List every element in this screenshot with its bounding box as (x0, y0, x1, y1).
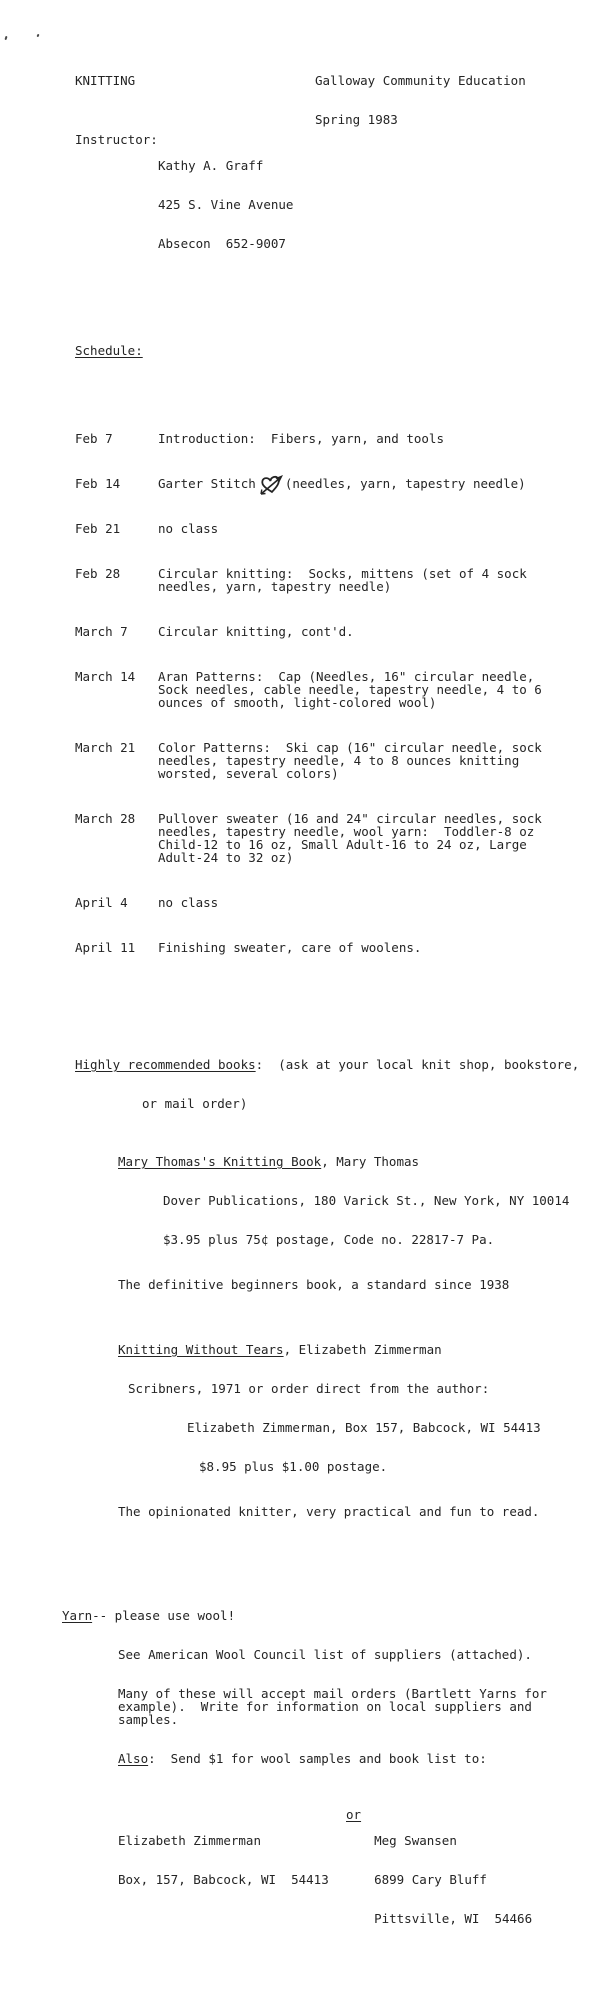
book2-note: The opinionated knitter, very practical and fun to read. (118, 1504, 540, 1519)
yarn-paragraph: Many of these will accept mail orders (Bartlett Yarns for example). Write for information on local suppliers and samples. (118, 1686, 555, 1727)
book1-author: , Mary Thomas (321, 1154, 420, 1169)
schedule-date: March 28 (75, 811, 136, 826)
addresses-block (118, 1808, 611, 1951)
schedule-row (75, 477, 611, 490)
book-title-line (118, 1155, 611, 1168)
schedule-row (75, 567, 611, 593)
book1-note: The definitive beginners book, a standard since 1938 (118, 1277, 510, 1292)
schedule-desc: no class (158, 521, 219, 536)
schedule-desc: Pullover sweater (16 and 24" circular needles, sock needles, tapestry needle, wool yarn: Toddler-8 oz Child-12 to 16 oz, Small Adult-16 to 24 oz, Large Adult-24 to 32 oz) (158, 811, 550, 865)
instructor-details (158, 133, 293, 276)
schedule-desc: no class (158, 895, 219, 910)
book2-author: , Elizabeth Zimmerman (283, 1342, 442, 1357)
book1-title: Mary Thomas's Knitting Book (118, 1154, 322, 1169)
schedule-row (75, 812, 611, 864)
yarn-heading-line: Yarn-- please use wool! (62, 1608, 236, 1623)
instructor-block (75, 133, 611, 276)
yarn-line1: See American Wool Council list of suppliers (attached). (118, 1647, 532, 1662)
ink-speck (4, 36, 7, 40)
schedule-date: March 14 (75, 669, 136, 684)
books-heading-line: Highly recommended books: (ask at your local knit shop, bookstore, (75, 1057, 580, 1072)
document-title: KNITTING (75, 73, 136, 88)
book2-publisher: Scribners, 1971 or order direct from the author: (128, 1381, 490, 1396)
schedule-date: Feb 7 (75, 431, 113, 446)
schedule-row (75, 896, 611, 909)
book2-order-address: Elizabeth Zimmerman, Box 157, Babcock, WI 54413 (187, 1420, 541, 1435)
address-meg-swansen: Meg Swansen 6899 Cary Bluff Pittsville, WI 54466 (374, 1833, 533, 1926)
schedule-date: Feb 28 (75, 566, 121, 581)
schedule-row (75, 670, 611, 709)
instructor-label: Instructor: (75, 132, 158, 147)
ink-speck (36, 34, 39, 38)
schedule-date: Feb 21 (75, 521, 121, 536)
instructor-name: Kathy A. Graff (158, 158, 264, 173)
books-heading-wrap: or mail order) (142, 1096, 248, 1111)
heart-with-arrow-icon (258, 474, 284, 496)
schedule-desc: Finishing sweater, care of woolens. (158, 940, 422, 955)
schedule-desc: Circular knitting, cont'd. (158, 624, 354, 639)
schedule-desc: Circular knitting: Socks, mittens (set of 4 sock needles, yarn, tapestry needle) (158, 566, 535, 594)
schedule-date: March 7 (75, 624, 128, 639)
yarn-heading: Yarn (62, 1608, 93, 1623)
books-section (75, 1032, 611, 1544)
also-label: Also (118, 1751, 149, 1766)
book1-price: $3.95 plus 75¢ postage, Code no. 22817-7 Pa. (163, 1232, 495, 1247)
schedule-date: April 11 (75, 940, 136, 955)
instructor-phone: Absecon 652-9007 (158, 236, 286, 251)
books-heading: Highly recommended books (75, 1057, 256, 1072)
or-label: or (346, 1807, 362, 1822)
org-name: Galloway Community Education (315, 73, 526, 88)
schedule-heading: Schedule: (75, 343, 143, 358)
schedule-row (75, 741, 611, 780)
yarn-section (62, 1583, 611, 1977)
address-elizabeth-zimmerman: Elizabeth Zimmerman Box, 157, Babcock, WI 54413 (118, 1833, 329, 1887)
book1-publisher: Dover Publications, 180 Varick St., New York, NY 10014 (163, 1193, 570, 1208)
book2-title: Knitting Without Tears (118, 1342, 284, 1357)
term: Spring 1983 (315, 112, 398, 127)
schedule-date: April 4 (75, 895, 128, 910)
book2-price: $8.95 plus $1.00 postage. (199, 1459, 388, 1474)
also-line: Also: Send $1 for wool samples and book list to: (118, 1751, 487, 1766)
schedule-row (75, 432, 611, 445)
schedule-date: Feb 14 (75, 476, 121, 491)
schedule-desc: Aran Patterns: Cap (Needles, 16" circular needle, Sock needles, cable needle, tapestry needle, 4 to 6 ounces of smooth, light-colored wool) (158, 669, 550, 710)
schedule-row (75, 625, 611, 638)
schedule-desc: Color Patterns: Ski cap (16" circular needle, sock needles, tapestry needle, 4 to 8 ounces knitting worsted, several colors) (158, 740, 550, 781)
schedule-desc: Garter Stitch (needles, yarn, tapestry needle) (158, 477, 557, 490)
schedule-table (75, 406, 611, 980)
schedule-desc: Introduction: Fibers, yarn, and tools (158, 431, 444, 446)
book-title-line (118, 1343, 611, 1356)
schedule-date: March 21 (75, 740, 136, 755)
schedule-row (75, 941, 611, 954)
instructor-address: 425 S. Vine Avenue (158, 197, 294, 212)
schedule-row (75, 522, 611, 535)
